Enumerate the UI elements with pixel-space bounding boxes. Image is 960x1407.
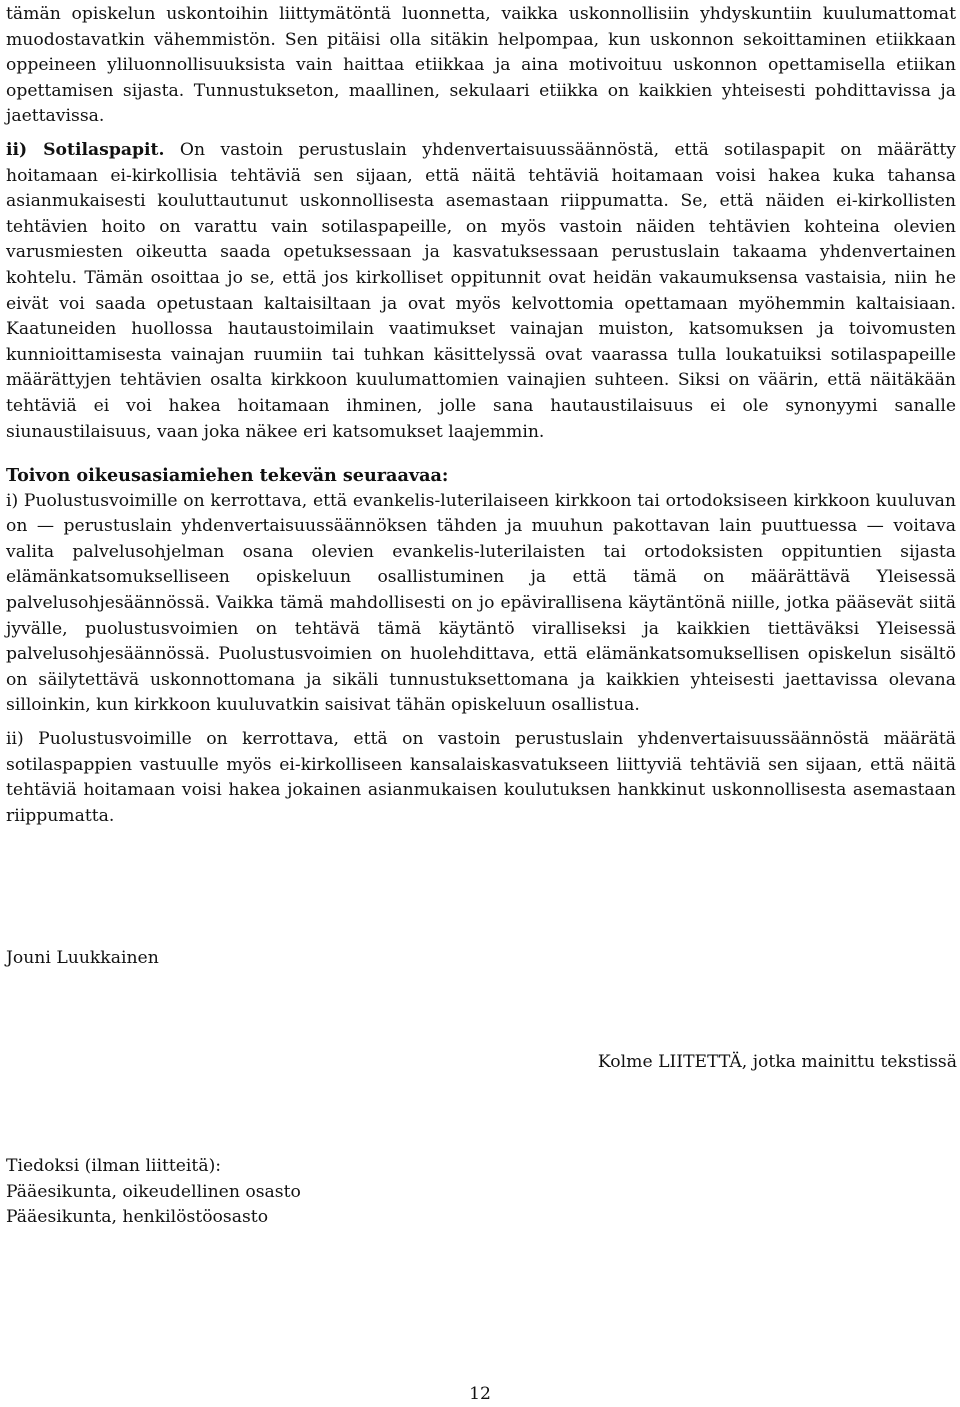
- attachments-note: Kolme LIITETTÄ, jotka mainittu tekstissä: [597, 1052, 957, 1072]
- section-ii-heading: ii) Sotilaspapit.: [6, 139, 165, 160]
- page-number: 12: [469, 1384, 491, 1404]
- proposal-heading: Toivon oikeusasiamiehen tekevän seuraavaa:: [6, 465, 449, 487]
- cc-recipient: Pääesikunta, oikeudellinen osasto: [6, 1181, 301, 1202]
- section-ii-text: On vastoin perustuslain yhdenvertaisuussäännöstä, että sotilaspapit on määrätty hoitamaan ei-kirkollisia tehtäviä sen sijaan, että näitä tehtäviä hoitamaan voisi hakea kuka tahansa asianmukaisesti kouluttautunut uskonnollisesta asemastaan riippumatta. Se, että näiden ei-kirkollisten tehtävien hoito on varattu vain sotilaspapeille, on myös vastoin näiden tehtävien kohteina olevien varusmiesten oikeutta saada opetuksessaan ja kasvatuksessaan perustuslain takaama yhdenvertainen kohtelu. Tämän osoittaa jo se, että jos kirkolliset oppitunnit ovat heidän vakaumuksensa vastaisia, niin he eivät voi saada opetustaan kaltaisiltaan ja ovat myös kelvottomia opettamaan myöhemmin kaltaisiaan. Kaatuneiden huollossa hautaustoimilain vaatimukset vainajan muiston, katsomuksen ja toivomusten kunnioittamisesta vainajan ruumiin tai tuhkan käsittelyssä ovat vaarassa tulla loukatuiksi sotilaspapeille määrättyjen tehtävien osalta kirkkoon kuulumattomien vainajien suhteen. Siksi on väärin, että näitäkään tehtäviä ei voi hakea hoitamaan ihminen, jolle sana hautaustilaisuus ei ole synonyymi sanalle siunaustilaisuus, vaan joka näkee eri katsomukset laajemmin.: [6, 139, 956, 442]
- intro-paragraph: tämän opiskelun uskontoihin liittymätöntä luonnetta, vaikka uskonnollisiin yhdyskuntiin kuulumattomat muodostavatkin vähemmistön. Sen pitäisi olla sitäkin helpompaa, kun uskonnon sekoittaminen etiikkaan oppeineen yliluonnollisuuksista vain haittaa etiikkaa ja aina motivoituu uskonnon opettamisella etiikan opettamisen sijasta. Tunnustukseton, maallinen, sekulaari etiikka on kaikkien yhteisesti pohdittavissa ja jaettavissa.: [6, 4, 956, 127]
- signature-name: Jouni Luukkainen: [6, 948, 159, 968]
- cc-label: Tiedoksi (ilman liitteitä):: [6, 1156, 222, 1176]
- cc-recipient: Pääesikunta, henkilöstöosasto: [6, 1207, 269, 1228]
- cc-block: [6, 1154, 301, 1231]
- document-page: [6, 0, 956, 829]
- proposal-item-2: ii) Puolustusvoimille on kerrottava, että on vastoin perustuslain yhdenvertaisuussäännöstä määrätä sotilaspappien vastuulle myös ei-kirkolliseen kansalaiskasvatukseen liittyviä tehtäviä sen sijaan, että näitä tehtäviä hoitamaan voisi hakea jokainen asianmukaisen koulutuksen hankkinut uskonnollisesta asemastaan riippumatta.: [6, 729, 956, 826]
- proposal-item-1: i) Puolustusvoimille on kerrottava, että evankelis-luterilaiseen kirkkoon tai ortodoksiseen kirkkoon kuuluvan on — perustuslain yhdenvertaisuussäännöksen tähden ja muuhun pakottavan lain puuttuessa — voitava valita palvelusohjelman osana olevien evankelis-luterilaisten tai ortodoksisten oppituntien sijasta elämänkatsomukselliseen opiskeluun osallistuminen ja että tämä on määrättävä Yleisessä palvelusohjesäännössä. Vaikka tämä mahdollisesti on jo epävirallisena käytäntönä niille, jotka pääsevät siitä jyvälle, puolustusvoimien on tehtävä tämä käytäntö viralliseksi ja kaikkien tiettäväksi Yleisessä palvelusohjesäännössä. Puolustusvoimien on huolehdittava, että elämänkatsomuksellisen opiskelun sisältö on säilytettävä uskonnottomana ja sikäli tunnustuksettomana ja kaikkien yhteisesti jaettavissa olevana silloinkin, kun kirkkoon kuuluvatkin saisivat tähän opiskeluun osallistua.: [6, 490, 956, 716]
- section-sotilaspapit: [6, 138, 956, 445]
